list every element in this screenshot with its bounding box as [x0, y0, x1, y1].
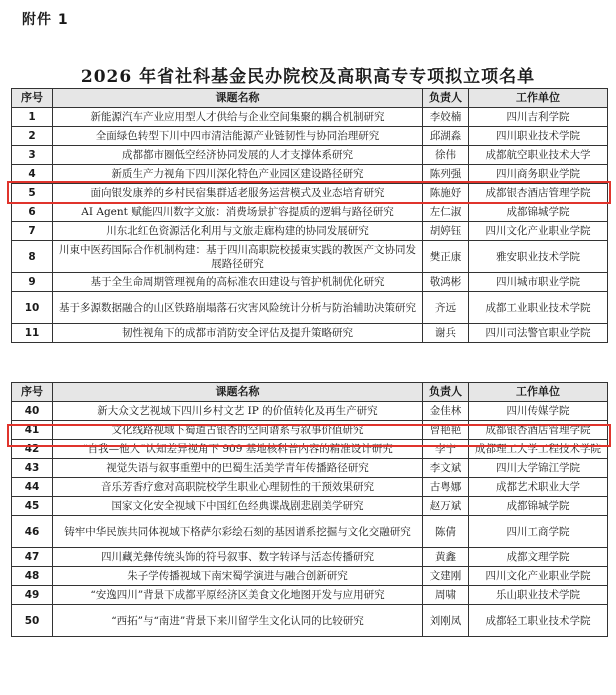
- row-unit: 成都理工大学工程技术学院: [469, 440, 608, 459]
- row-unit: 成都工业职业技术学院: [469, 292, 608, 324]
- row-no: 2: [12, 127, 53, 146]
- header-name: 课题名称: [53, 89, 423, 108]
- row-leader: 邱湖淼: [423, 127, 469, 146]
- row-no: 8: [12, 241, 53, 273]
- row-leader: 徐伟: [423, 146, 469, 165]
- page-gap: [0, 348, 616, 380]
- table-row: [12, 108, 608, 127]
- project-table-1: [11, 88, 608, 343]
- row-no: 44: [12, 478, 53, 497]
- page-title: 2026 年省社科基金民办院校及高职高专专项拟立项名单: [80, 67, 536, 87]
- row-name: “自我—他人”认知差异视角下 909 基地核科普内容的精准设计研究: [53, 440, 423, 459]
- table-row: [12, 165, 608, 184]
- row-unit: 四川吉利学院: [469, 108, 608, 127]
- row-name: 成都都市圈低空经济协同发展的人才支撑体系研究: [53, 146, 423, 165]
- row-unit: 四川大学锦江学院: [469, 459, 608, 478]
- row-name: 音乐芳香疗愈对高职院校学生职业心理韧性的干预效果研究: [53, 478, 423, 497]
- row-leader: 金佳林: [423, 402, 469, 421]
- header-leader: 负责人: [423, 89, 469, 108]
- table-header-row: [12, 89, 608, 108]
- table-row: [12, 605, 608, 637]
- table-row: [12, 548, 608, 567]
- table-row: [12, 241, 608, 273]
- row-unit: 成都航空职业技术大学: [469, 146, 608, 165]
- header-name: 课题名称: [53, 383, 423, 402]
- table-row: [12, 440, 608, 459]
- row-no: 9: [12, 273, 53, 292]
- row-no: 42: [12, 440, 53, 459]
- row-name: 铸牢中华民族共同体视域下格萨尔彩绘石刻的基因谱系挖掘与文化交融研究: [53, 516, 423, 548]
- header-no: 序号: [12, 89, 53, 108]
- table-row: [12, 402, 608, 421]
- row-leader: 周啸: [423, 586, 469, 605]
- row-unit: 成都锦城学院: [469, 203, 608, 222]
- row-no: 48: [12, 567, 53, 586]
- row-name: 川东北红色资源活化利用与文旅走廊构建的协同发展研究: [53, 222, 423, 241]
- row-no: 1: [12, 108, 53, 127]
- row-no: 6: [12, 203, 53, 222]
- row-unit: 四川工商学院: [469, 516, 608, 548]
- row-name: “安逸四川”背景下成都平原经济区美食文化地图开发与应用研究: [53, 586, 423, 605]
- row-leader: 李宁: [423, 440, 469, 459]
- row-unit: 四川职业技术学院: [469, 127, 608, 146]
- row-leader: 陈倩: [423, 516, 469, 548]
- row-name: 朱子学传播视域下南宋蜀学演进与融合创新研究: [53, 567, 423, 586]
- row-unit: 成都银杏酒店管理学院: [469, 184, 608, 203]
- row-leader: 樊正康: [423, 241, 469, 273]
- row-name: 视觉失语与叙事重塑中的巴蜀生活美学青年传播路径研究: [53, 459, 423, 478]
- table-row: [12, 459, 608, 478]
- row-unit: 四川文化产业职业学院: [469, 222, 608, 241]
- row-unit: 四川城市职业学院: [469, 273, 608, 292]
- row-leader: 赵万斌: [423, 497, 469, 516]
- row-name: “西拓”与“南进”背景下来川留学生文化认同的比较研究: [53, 605, 423, 637]
- row-name: 韧性视角下的成都市消防安全评估及提升策略研究: [53, 324, 423, 343]
- row-no: 10: [12, 292, 53, 324]
- row-name: 文化线路视域下蜀道古银杏的空间谱系与叙事价值研究: [53, 421, 423, 440]
- project-table-2: [11, 382, 608, 637]
- row-no: 11: [12, 324, 53, 343]
- row-leader: 齐远: [423, 292, 469, 324]
- row-leader: 文建刚: [423, 567, 469, 586]
- row-no: 50: [12, 605, 53, 637]
- row-no: 45: [12, 497, 53, 516]
- table-row: [12, 478, 608, 497]
- table-row: [12, 324, 608, 343]
- row-no: 4: [12, 165, 53, 184]
- table-row: [12, 516, 608, 548]
- row-name: 新能源汽车产业应用型人才供给与企业空间集聚的耦合机制研究: [53, 108, 423, 127]
- table-row: [12, 497, 608, 516]
- row-unit: 成都银杏酒店管理学院: [469, 421, 608, 440]
- table-row: [12, 273, 608, 292]
- row-unit: 成都轻工职业技术学院: [469, 605, 608, 637]
- table-row: [12, 567, 608, 586]
- row-name: 全面绿色转型下川中四市清洁能源产业链韧性与协同治理研究: [53, 127, 423, 146]
- row-unit: 四川文化产业职业学院: [469, 567, 608, 586]
- table-row: [12, 292, 608, 324]
- row-leader: 谢兵: [423, 324, 469, 343]
- row-name: 面向银发康养的乡村民宿集群适老服务运营模式及业态培育研究: [53, 184, 423, 203]
- attachment-label: 附件 1: [22, 12, 69, 28]
- row-no: 47: [12, 548, 53, 567]
- row-leader: 左仁淑: [423, 203, 469, 222]
- row-leader: 李姣楠: [423, 108, 469, 127]
- row-name: 川東中医药国际合作机制构建：基于四川高职院校援東实践的教医产文协同发展路径研究: [53, 241, 423, 273]
- table-row: [12, 586, 608, 605]
- header-no: 序号: [12, 383, 53, 402]
- row-no: 49: [12, 586, 53, 605]
- row-leader: 敬鸿彬: [423, 273, 469, 292]
- table-row-highlighted: [12, 421, 608, 440]
- row-unit: 四川商务职业学院: [469, 165, 608, 184]
- row-leader: 李文斌: [423, 459, 469, 478]
- row-no: 40: [12, 402, 53, 421]
- header-leader: 负责人: [423, 383, 469, 402]
- row-leader: 刘刚凤: [423, 605, 469, 637]
- row-name: 国家文化安全视域下中国红色经典谍战剧悲剧美学研究: [53, 497, 423, 516]
- row-leader: 古粤娜: [423, 478, 469, 497]
- row-leader: 陈施妤: [423, 184, 469, 203]
- table-row-highlighted: [12, 184, 608, 203]
- row-name: 新大众文艺视域下四川乡村文艺 IP 的价值转化及再生产研究: [53, 402, 423, 421]
- table-row: [12, 146, 608, 165]
- row-unit: 成都锦城学院: [469, 497, 608, 516]
- row-unit: 成都文理学院: [469, 548, 608, 567]
- row-name: 基于全生命周期管理视角的高标准农田建设与管护机制优化研究: [53, 273, 423, 292]
- row-leader: 曾艳艳: [423, 421, 469, 440]
- table-header-row: [12, 383, 608, 402]
- row-name: 新质生产力视角下四川深化特色产业园区建设路径研究: [53, 165, 423, 184]
- row-unit: 四川司法警官职业学院: [469, 324, 608, 343]
- row-unit: 雅安职业技术学院: [469, 241, 608, 273]
- row-name: AI Agent 赋能四川数字文旅：消费场景扩容提质的逻辑与路径研究: [53, 203, 423, 222]
- row-no: 7: [12, 222, 53, 241]
- row-leader: 陈列强: [423, 165, 469, 184]
- table-row: [12, 127, 608, 146]
- table-row: [12, 222, 608, 241]
- row-no: 43: [12, 459, 53, 478]
- header-unit: 工作单位: [469, 383, 608, 402]
- header-unit: 工作单位: [469, 89, 608, 108]
- row-leader: 黄鑫: [423, 548, 469, 567]
- row-no: 5: [12, 184, 53, 203]
- row-leader: 胡婷钰: [423, 222, 469, 241]
- row-unit: 成都艺术职业大学: [469, 478, 608, 497]
- row-name: 四川藏羌彝传统头饰的符号叙事、数字转译与活态传播研究: [53, 548, 423, 567]
- row-unit: 乐山职业技术学院: [469, 586, 608, 605]
- row-name: 基于多源数据融合的山区铁路崩塌落石灾害风险统计分析与防治辅助决策研究: [53, 292, 423, 324]
- row-unit: 四川传媒学院: [469, 402, 608, 421]
- row-no: 41: [12, 421, 53, 440]
- table-row: [12, 203, 608, 222]
- row-no: 46: [12, 516, 53, 548]
- row-no: 3: [12, 146, 53, 165]
